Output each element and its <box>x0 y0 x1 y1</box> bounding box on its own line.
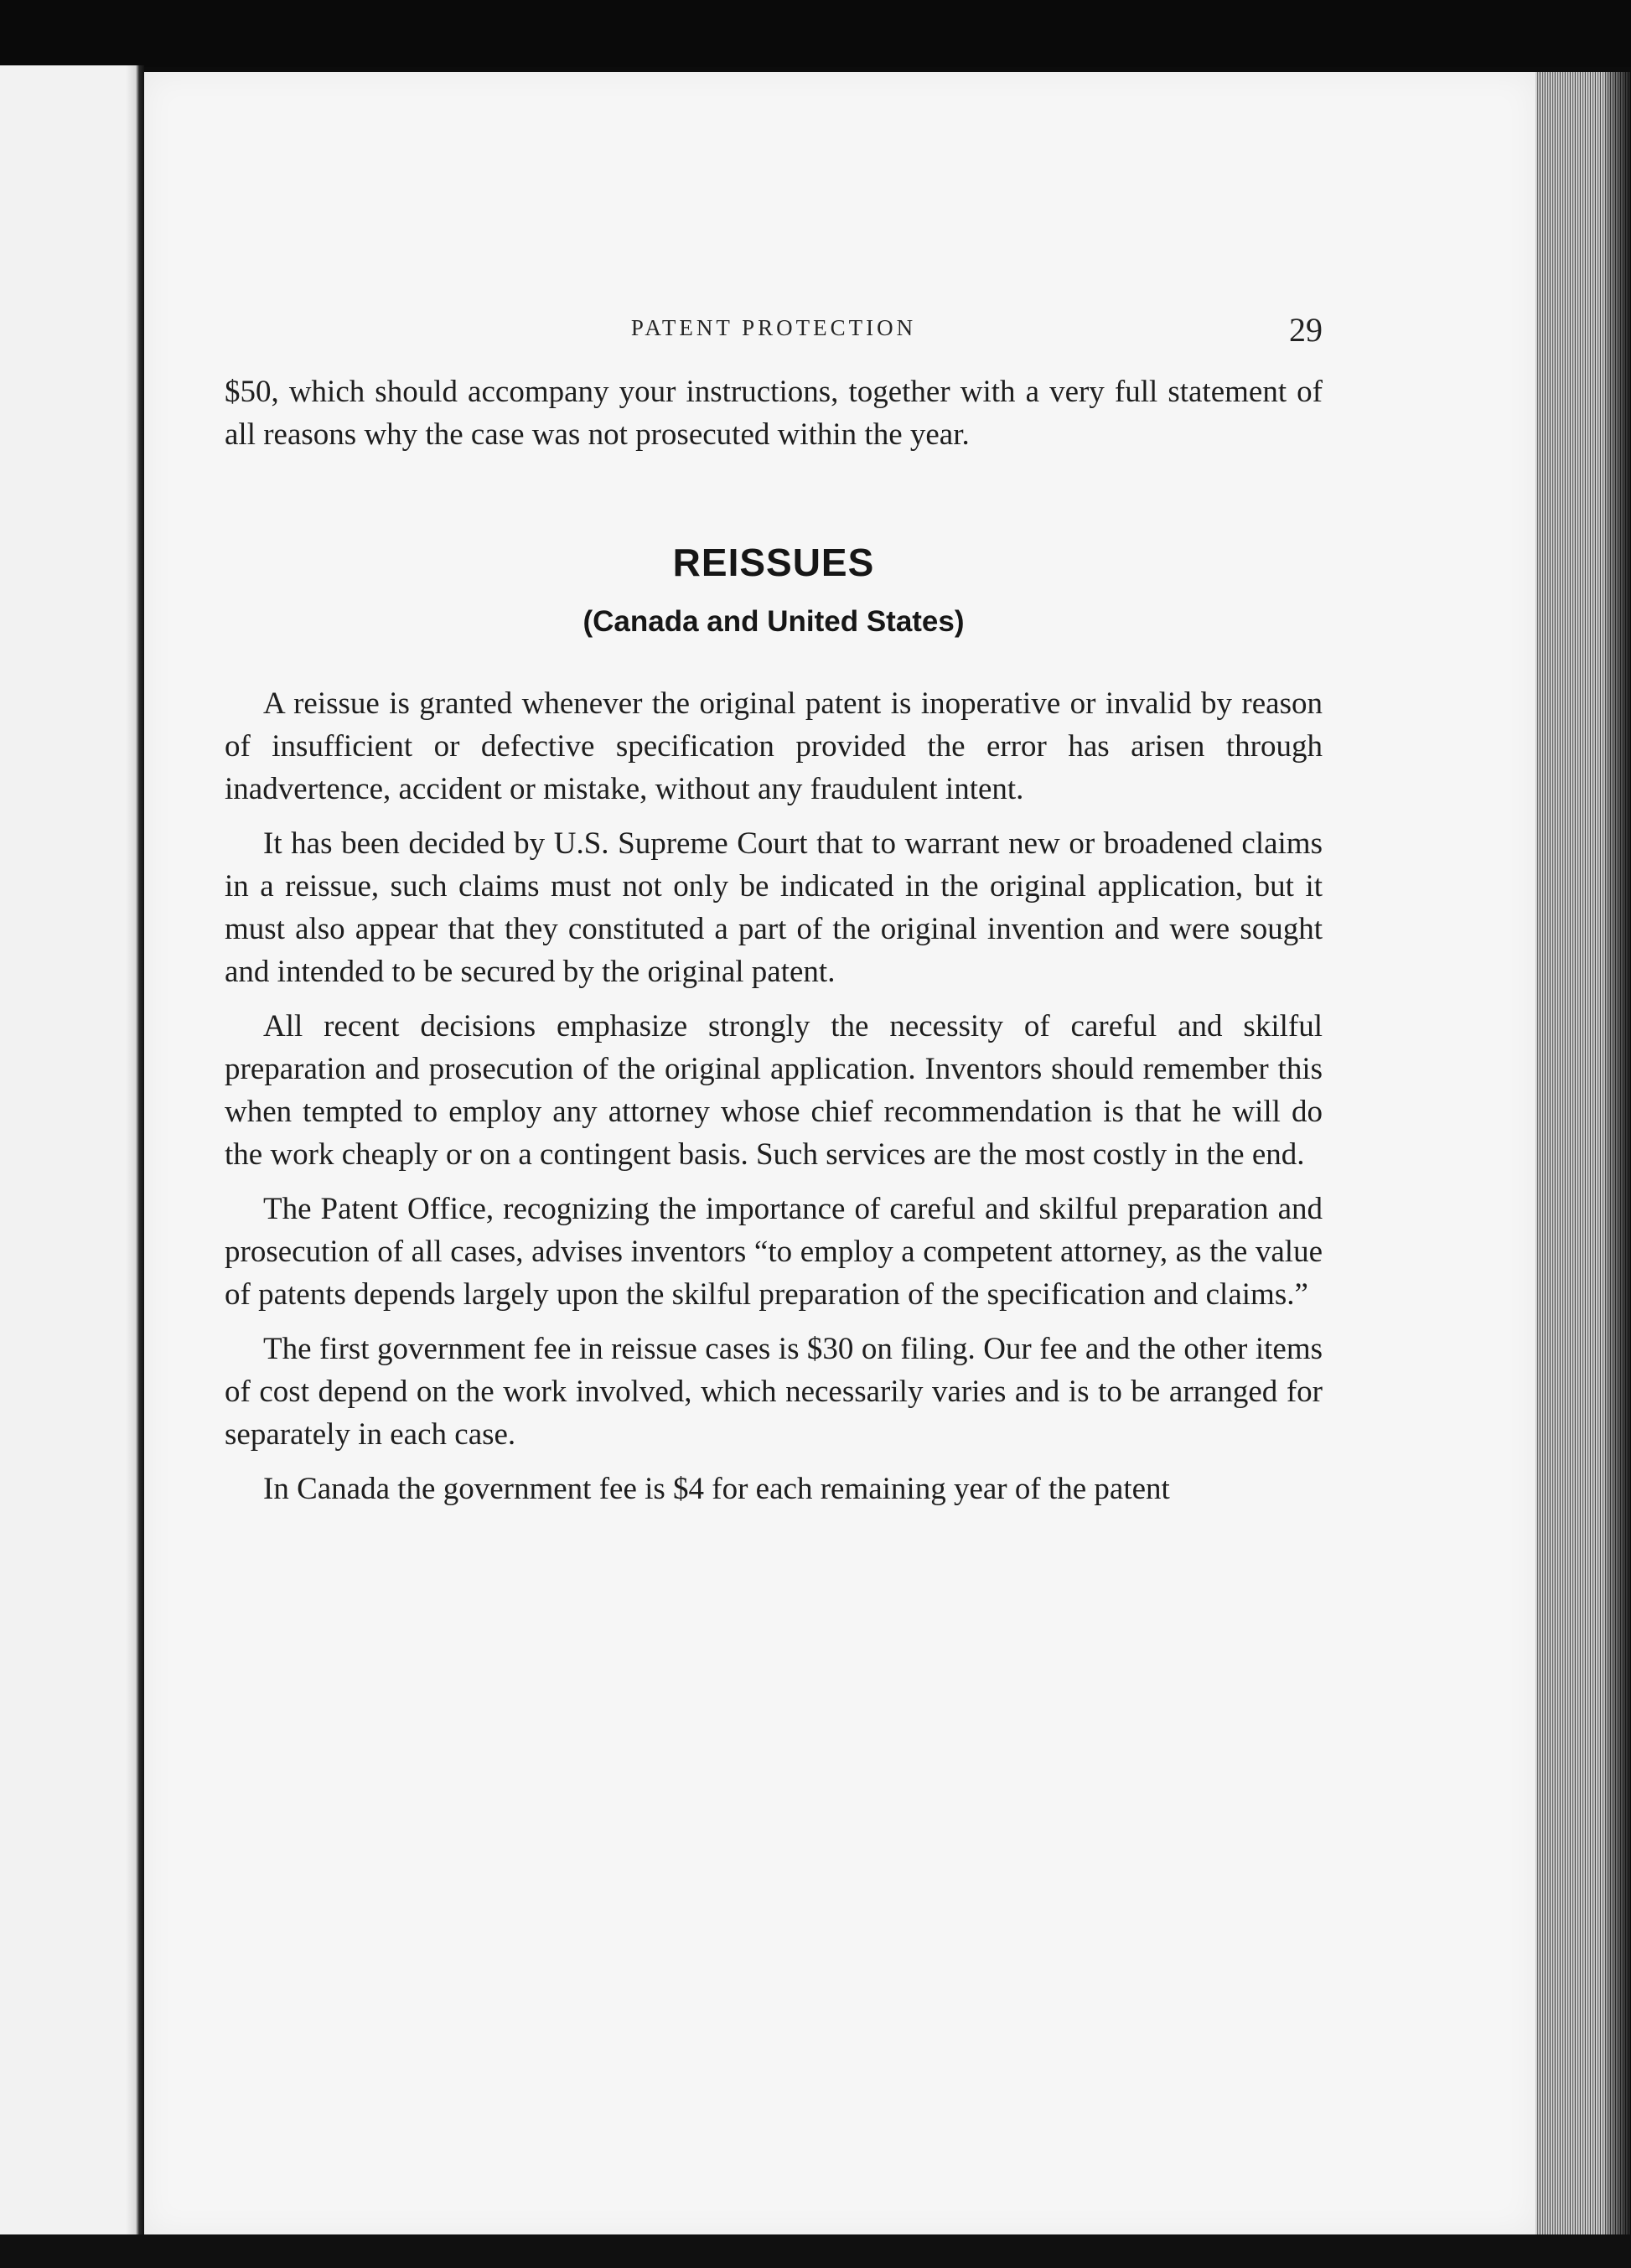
scan-top-border <box>0 0 1631 67</box>
page-number: 29 <box>1289 311 1323 349</box>
intro-paragraph: $50, which should accompany your instructions, together with a very full statement of all reasons why the case was not prosecuted within the year. <box>225 375 1323 452</box>
body-paragraph: In Canada the government fee is $4 for each remaining year of the patent <box>263 1472 1170 1506</box>
body-paragraph: A reissue is granted whenever the original patent is inoperative or invalid by reason of insufficient or defective specification provided the error has arisen through inadvertence, accident or mistake, without any fraudulent intent. <box>225 686 1323 806</box>
section-subtitle: (Canada and United States) <box>582 605 965 638</box>
page-stack-edges <box>1535 72 1631 2268</box>
body-paragraph: All recent decisions emphasize strongly the necessity of careful and skilful preparation and prosecution of the original application. Inventors should remember this when tempted to employ any attorney whose chief recommendation is that he will do the work cheaply or on a contingent basis. Such services are the most costly in the end. <box>225 1009 1323 1172</box>
scan-bottom-border <box>0 2234 1631 2268</box>
facing-page-edge <box>0 65 144 2268</box>
running-header <box>225 310 1323 360</box>
running-title: PATENT PROTECTION <box>630 315 917 340</box>
body-paragraph: It has been decided by U.S. Supreme Court that to warrant new or broadened claims in a reissue, such claims must not only be indicated in the original application, but it must also appear that they constituted a part of the original invention and were sought and intended to be secured by the original patent. <box>225 826 1323 989</box>
body-paragraph: The first government fee in reissue cases is $30 on filing. Our fee and the other items of cost depend on the work involved, which necessarily varies and is to be arranged for separately in each case. <box>225 1332 1323 1452</box>
page-content <box>225 310 1323 1510</box>
section-title: REISSUES <box>672 541 875 584</box>
body-paragraph: The Patent Office, recognizing the importance of careful and skilful preparation and prosecution of all cases, advises inventors “to employ a competent attorney, as the value of patents depends largely upon the skilful preparation of the specification and claims.” <box>225 1192 1323 1312</box>
